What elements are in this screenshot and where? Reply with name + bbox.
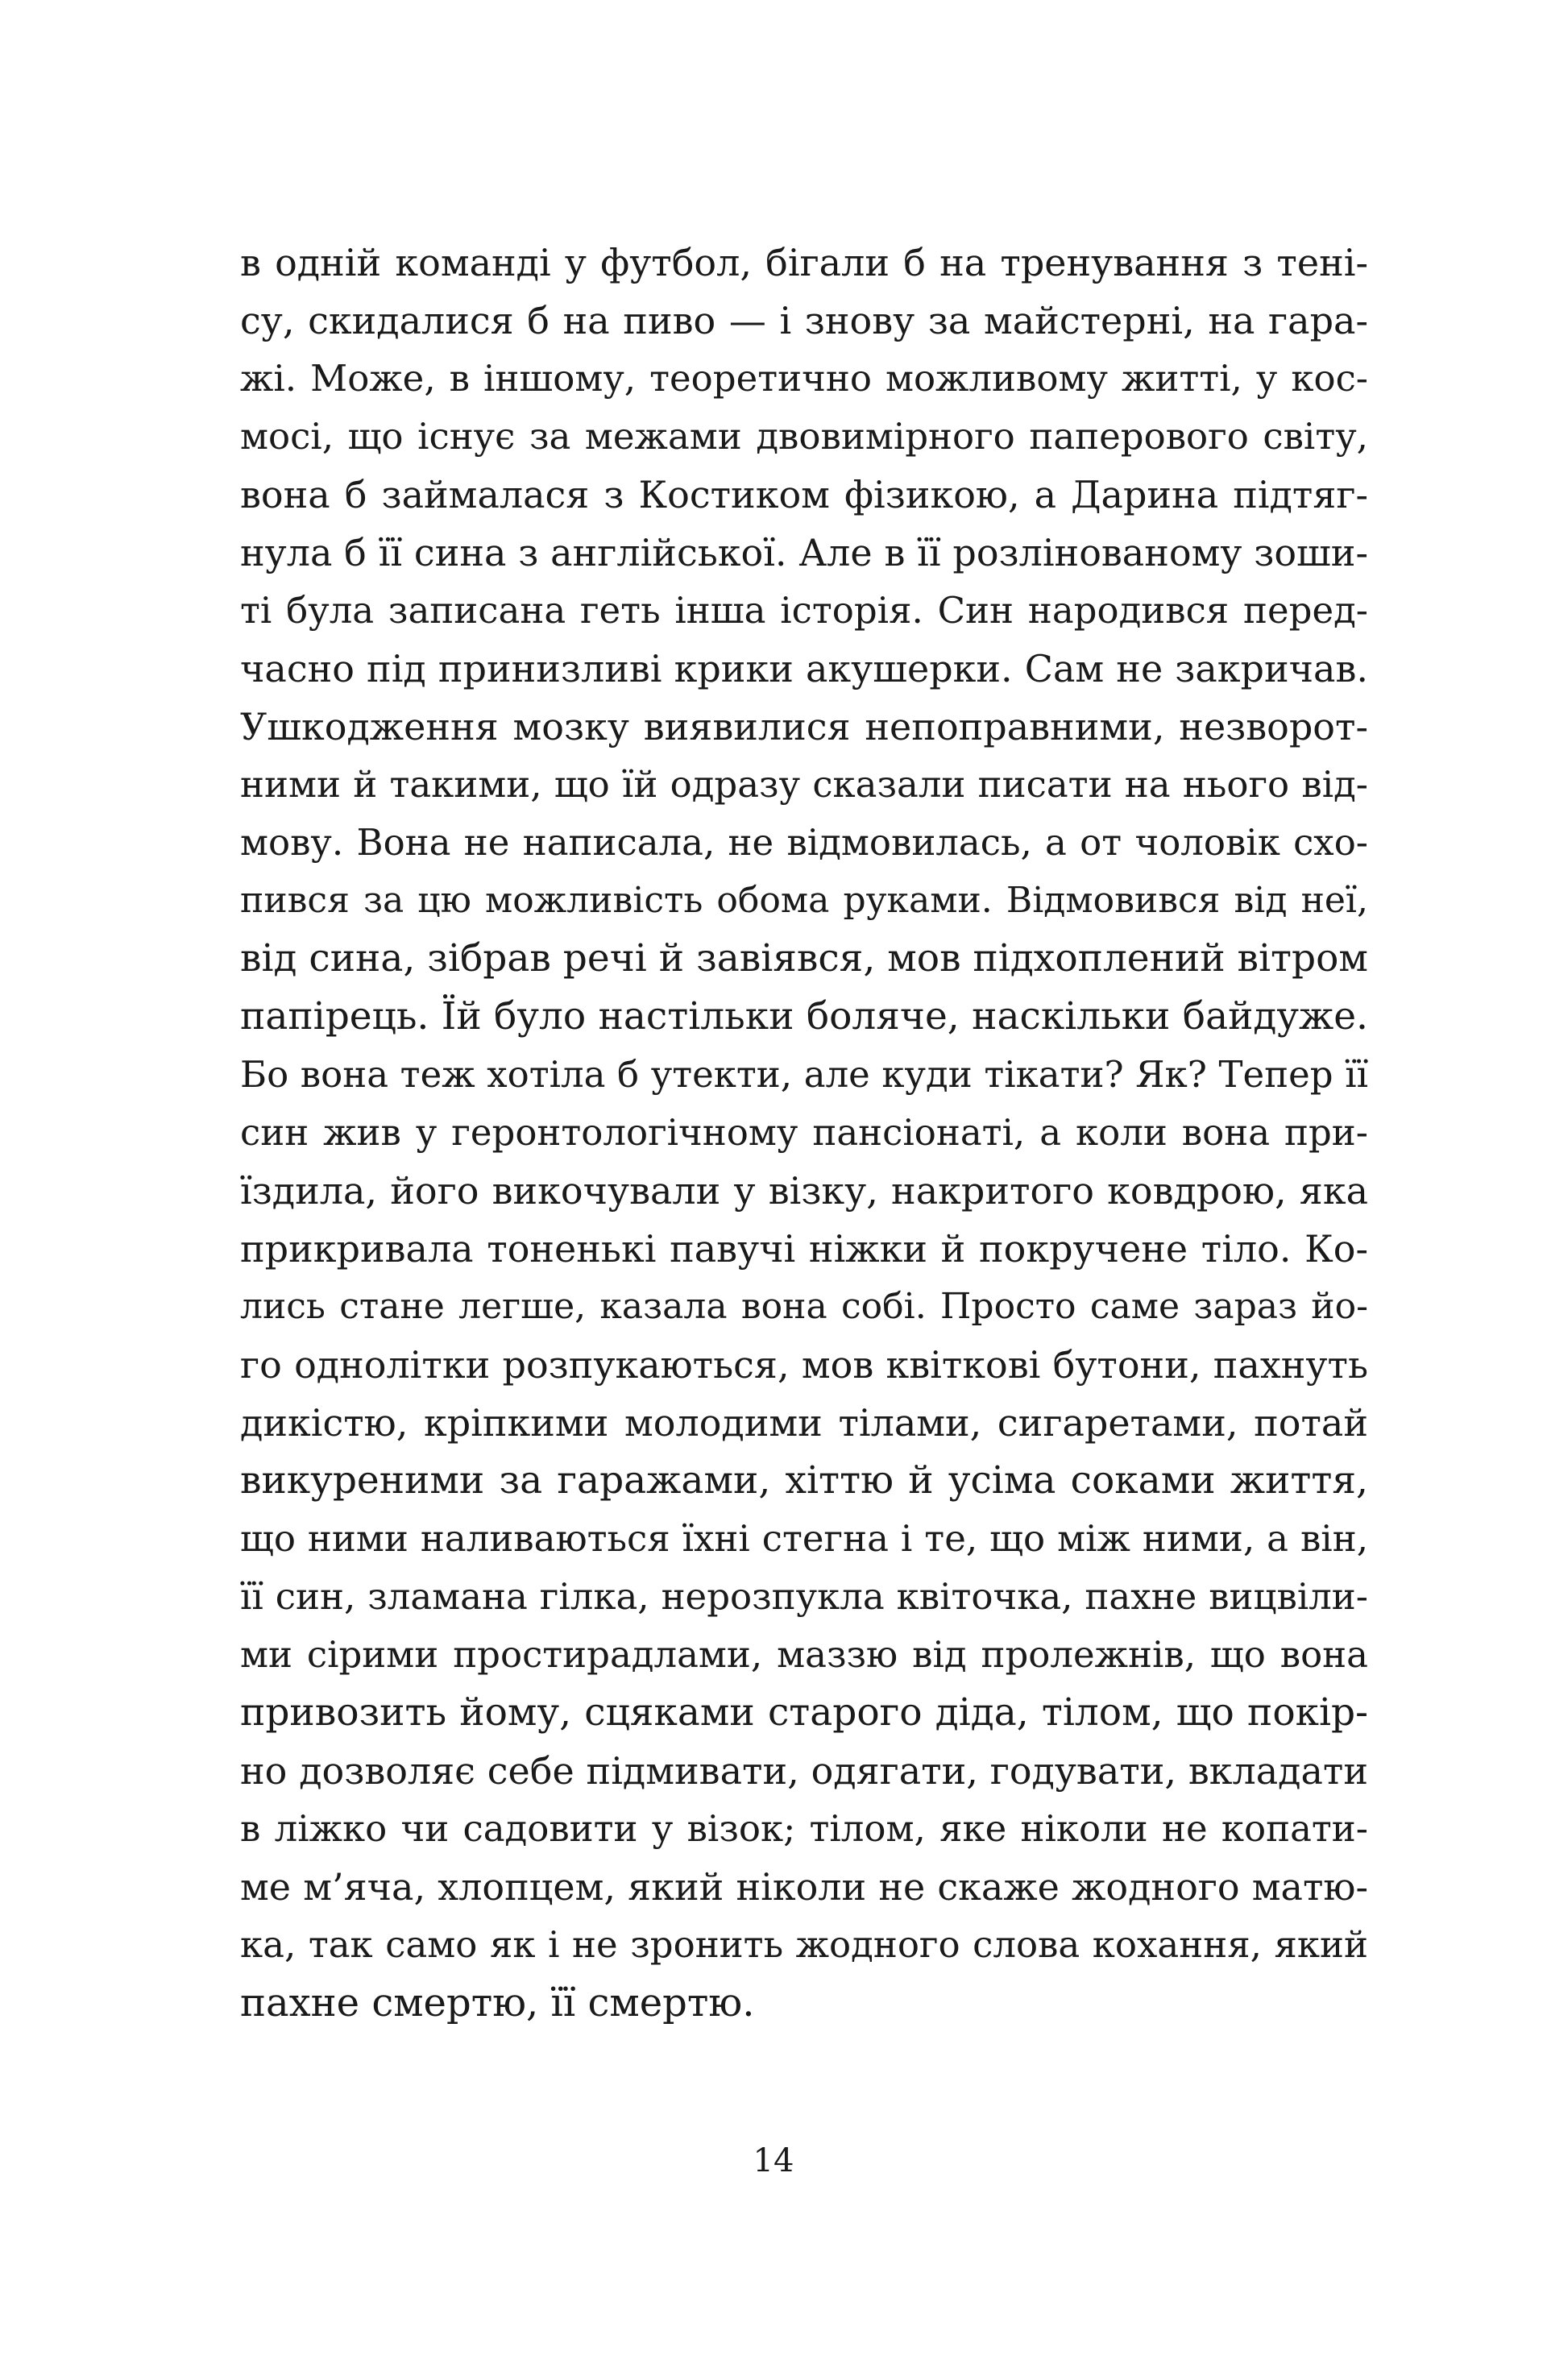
text-line: дикістю, кріпкими молодими тілами, сигаретами, потай <box>240 1401 1368 1445</box>
text-line: го однолітки розпукаються, мов квіткові бутони, пахнуть <box>240 1343 1368 1387</box>
text-line: Бо вона теж хотіла б утекти, але куди тікати? Як? Тепер її <box>240 1053 1368 1096</box>
text-line: лись стане легше, казала вона собі. Просто саме зараз йо- <box>240 1286 1368 1327</box>
text-line: ме м’яча, хлопцем, який ніколи не скаже жодного матю- <box>240 1865 1368 1909</box>
text-line: жі. Може, в іншому, теоретично можливому житті, у кос- <box>240 357 1368 400</box>
text-line: що ними наливаються їхні стегна і те, що між ними, а він, <box>240 1517 1368 1560</box>
text-line: но дозволяє себе підмивати, одягати, годувати, вкладати <box>240 1749 1368 1793</box>
text-line: викуреними за гаражами, хіттю й усіма соками життя, <box>240 1458 1368 1503</box>
text-line: в ліжко чи садовити у візок; тілом, яке ніколи не копати- <box>240 1807 1368 1850</box>
text-line: су, скидалися б на пиво — і знову за майстерні, на гара- <box>240 299 1368 342</box>
text-line: ними й такими, що їй одразу сказали писати на нього від- <box>240 763 1368 806</box>
text-line: їздила, його викочували у візку, накритого ковдрою, яка <box>240 1169 1368 1213</box>
text-line: часно під принизливі крики акушерки. Сам не закричав. <box>240 647 1368 690</box>
text-line: ми сірими простирадлами, маззю від пролежнів, що вона <box>240 1633 1368 1676</box>
text-line: вона б займалася з Костиком фізикою, а Дарина підтяг- <box>240 473 1368 516</box>
text-line: мову. Вона не написала, не відмовилась, а от чоловік схо- <box>240 821 1368 864</box>
text-line: привозить йому, сцяками старого діда, тілом, що покір- <box>240 1690 1368 1735</box>
text-line: пився за цю можливість обома руками. Відмовився від неї, <box>240 880 1368 921</box>
page-number: 14 <box>753 2142 794 2179</box>
text-line: від сина, зібрав речі й завіявся, мов підхоплений вітром <box>240 936 1368 981</box>
text-line: нула б її сина з англійської. Але в її розлінованому зоши- <box>240 531 1368 574</box>
text-line: ті була записана геть інша історія. Син народився перед- <box>240 589 1368 632</box>
text-line: ка, так само як і не зронить жодного слова кохання, який <box>240 1923 1368 1966</box>
text-line: в одній команді у футбол, бігали б на тренування з тені- <box>240 241 1368 284</box>
text-line: папірець. Їй було настільки боляче, наскільки байдуже. <box>240 994 1368 1039</box>
text-line: син жив у геронтологічному пансіонаті, а коли вона при- <box>240 1111 1368 1154</box>
text-line-last: пахне смертю, її смертю. <box>240 1980 755 2025</box>
text-line: мосі, що існує за межами двовимірного паперового світу, <box>240 415 1368 458</box>
text-line: Ушкодження мозку виявилися непоправними, незворот- <box>240 705 1368 748</box>
body-paragraph <box>240 234 1368 2032</box>
text-line: її син, зламана гілка, нерозпукла квіточка, пахне вицвіли- <box>240 1575 1368 1618</box>
text-line: прикривала тоненькі павучі ніжки й покручене тіло. Ко- <box>240 1227 1368 1271</box>
